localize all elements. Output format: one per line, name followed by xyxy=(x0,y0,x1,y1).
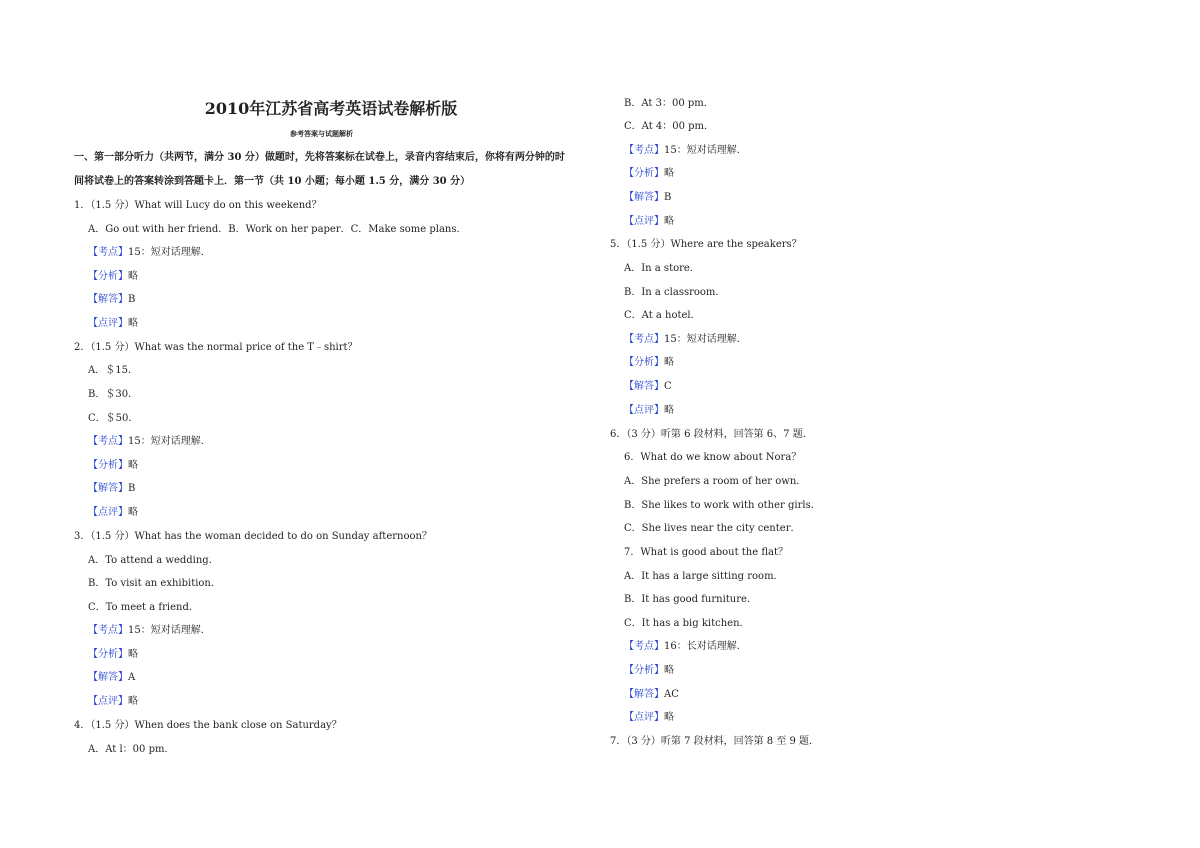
dianping-text: 略 xyxy=(128,318,138,329)
question-4-stem: 4．（1.5 分）When does the bank close on Saturday？ xyxy=(74,720,342,731)
question-6-sub7-option-a: A．It has a large sitting room． xyxy=(624,571,784,582)
question-4-option-c: C．At 4：00 pm． xyxy=(624,121,715,132)
question-6-sub7-option-b: B．It has good furniture． xyxy=(624,594,757,605)
question-6-sub6-option-c: C．She lives near the city center． xyxy=(624,523,801,534)
question-3-option-a: A．To attend a wedding． xyxy=(88,555,219,566)
dianping-tag: 【点评】 xyxy=(88,507,128,518)
kaodian-tag: 【考点】 xyxy=(624,334,664,345)
dianping-text: 略 xyxy=(664,216,674,227)
question-5-stem: 5．（1.5 分）Where are the speakers？ xyxy=(610,239,802,250)
question-2-option-a: A．＄15． xyxy=(88,365,138,376)
question-4-option-b: B．At 3：00 pm． xyxy=(624,98,714,109)
dianping-text: 略 xyxy=(664,712,674,723)
question-5-option-a: A．In a store． xyxy=(624,263,700,274)
question-4-jieda xyxy=(624,191,671,205)
question-2-kaodian xyxy=(88,435,211,449)
fenxi-text: 略 xyxy=(664,357,674,368)
jieda-tag: 【解答】 xyxy=(88,294,128,305)
kaodian-tag: 【考点】 xyxy=(88,247,128,258)
fenxi-text: 略 xyxy=(128,460,138,471)
question-6-kaodian xyxy=(624,640,747,654)
question-1-jieda xyxy=(88,293,135,307)
dianping-tag: 【点评】 xyxy=(624,712,664,723)
dianping-text: 略 xyxy=(128,507,138,518)
question-2-stem: 2．（1.5 分）What was the normal price of the T﹣shirt？ xyxy=(74,342,358,353)
kaodian-text: 15：短对话理解． xyxy=(128,625,211,636)
question-4-option-a: A．At l：00 pm． xyxy=(88,744,175,755)
question-6-fenxi xyxy=(624,664,674,678)
jieda-text: A xyxy=(128,672,136,683)
kaodian-text: 15：短对话理解． xyxy=(128,247,211,258)
question-6-sub7-stem: 7．What is good about the flat？ xyxy=(624,547,788,558)
question-3-dianping xyxy=(88,695,138,709)
section-heading-line-2: 间将试卷上的答案转涂到答题卡上．第一节（共 10 小题；每小题 1.5 分，满分 30 分） xyxy=(74,176,471,187)
question-3-stem: 3．（1.5 分）What has the woman decided to do on Sunday afternoon？ xyxy=(74,531,432,542)
section-heading xyxy=(74,146,604,194)
jieda-tag: 【解答】 xyxy=(624,381,664,392)
jieda-text: C xyxy=(664,381,672,392)
question-2-jieda xyxy=(88,482,135,496)
question-1-stem: 1．（1.5 分）What will Lucy do on this weekend？ xyxy=(74,200,322,211)
question-3-option-c: C．To meet a friend． xyxy=(88,602,199,613)
jieda-text: B xyxy=(664,192,672,203)
dianping-text: 略 xyxy=(128,696,138,707)
question-2-option-b: B．＄30． xyxy=(88,389,139,400)
kaodian-text: 16：长对话理解． xyxy=(664,641,747,652)
jieda-text: B xyxy=(128,483,136,494)
fenxi-tag: 【分析】 xyxy=(88,271,128,282)
jieda-tag: 【解答】 xyxy=(88,483,128,494)
kaodian-tag: 【考点】 xyxy=(624,641,664,652)
question-7-stem: 7．（3 分）听第 7 段材料，回答第 8 至 9 题． xyxy=(610,736,820,747)
question-4-fenxi xyxy=(624,167,674,181)
question-4-kaodian xyxy=(624,144,747,158)
dianping-tag: 【点评】 xyxy=(88,696,128,707)
fenxi-tag: 【分析】 xyxy=(624,665,664,676)
fenxi-tag: 【分析】 xyxy=(624,168,664,179)
kaodian-tag: 【考点】 xyxy=(88,625,128,636)
question-6-jieda xyxy=(624,688,679,702)
kaodian-text: 15：短对话理解． xyxy=(128,436,211,447)
question-1-options: A．Go out with her friend．B．Work on her paper．C．Make some plans． xyxy=(88,224,467,235)
fenxi-tag: 【分析】 xyxy=(88,460,128,471)
question-6-dianping xyxy=(624,711,674,725)
fenxi-text: 略 xyxy=(664,665,674,676)
jieda-text: AC xyxy=(664,689,679,700)
question-6-sub6-stem: 6．What do we know about Nora？ xyxy=(624,452,802,463)
kaodian-tag: 【考点】 xyxy=(88,436,128,447)
question-5-fenxi xyxy=(624,356,674,370)
dianping-tag: 【点评】 xyxy=(88,318,128,329)
question-4-dianping xyxy=(624,215,674,229)
question-3-fenxi xyxy=(88,648,138,662)
dianping-tag: 【点评】 xyxy=(624,216,664,227)
question-2-dianping xyxy=(88,506,138,520)
question-3-jieda xyxy=(88,671,135,685)
question-5-kaodian xyxy=(624,333,747,347)
page-subtitle: 参考答案与试题解析 xyxy=(290,129,353,138)
section-heading-line-1: 一、第一部分听力（共两节，满分 30 分）做题时，先将答案标在试卷上，录音内容结束后，你将有两分钟的时 xyxy=(74,152,565,163)
fenxi-text: 略 xyxy=(128,649,138,660)
question-6-sub6-option-a: A．She prefers a room of her own． xyxy=(624,476,807,487)
jieda-text: B xyxy=(128,294,136,305)
fenxi-tag: 【分析】 xyxy=(88,649,128,660)
dianping-text: 略 xyxy=(664,405,674,416)
question-5-option-c: C．At a hotel． xyxy=(624,310,701,321)
question-6-sub7-option-c: C．It has a big kitchen． xyxy=(624,618,750,629)
question-5-jieda xyxy=(624,380,672,394)
question-2-option-c: C．＄50． xyxy=(88,413,139,424)
fenxi-text: 略 xyxy=(664,168,674,179)
question-3-option-b: B．To visit an exhibition． xyxy=(88,578,221,589)
jieda-tag: 【解答】 xyxy=(624,689,664,700)
question-1-fenxi xyxy=(88,270,138,284)
kaodian-tag: 【考点】 xyxy=(624,145,664,156)
fenxi-text: 略 xyxy=(128,271,138,282)
question-2-fenxi xyxy=(88,459,138,473)
kaodian-text: 15：短对话理解． xyxy=(664,334,747,345)
jieda-tag: 【解答】 xyxy=(624,192,664,203)
question-6-stem: 6．（3 分）听第 6 段材料，回答第 6、7 题． xyxy=(610,429,813,440)
dianping-tag: 【点评】 xyxy=(624,405,664,416)
question-6-sub6-option-b: B．She likes to work with other girls． xyxy=(624,500,821,511)
question-5-option-b: B．In a classroom． xyxy=(624,287,726,298)
question-3-kaodian xyxy=(88,624,211,638)
question-5-dianping xyxy=(624,404,674,418)
question-1-dianping xyxy=(88,317,138,331)
kaodian-text: 15：短对话理解． xyxy=(664,145,747,156)
fenxi-tag: 【分析】 xyxy=(624,357,664,368)
jieda-tag: 【解答】 xyxy=(88,672,128,683)
page-title: 2010年江苏省高考英语试卷解析版 xyxy=(204,99,458,118)
question-1-kaodian xyxy=(88,246,211,260)
